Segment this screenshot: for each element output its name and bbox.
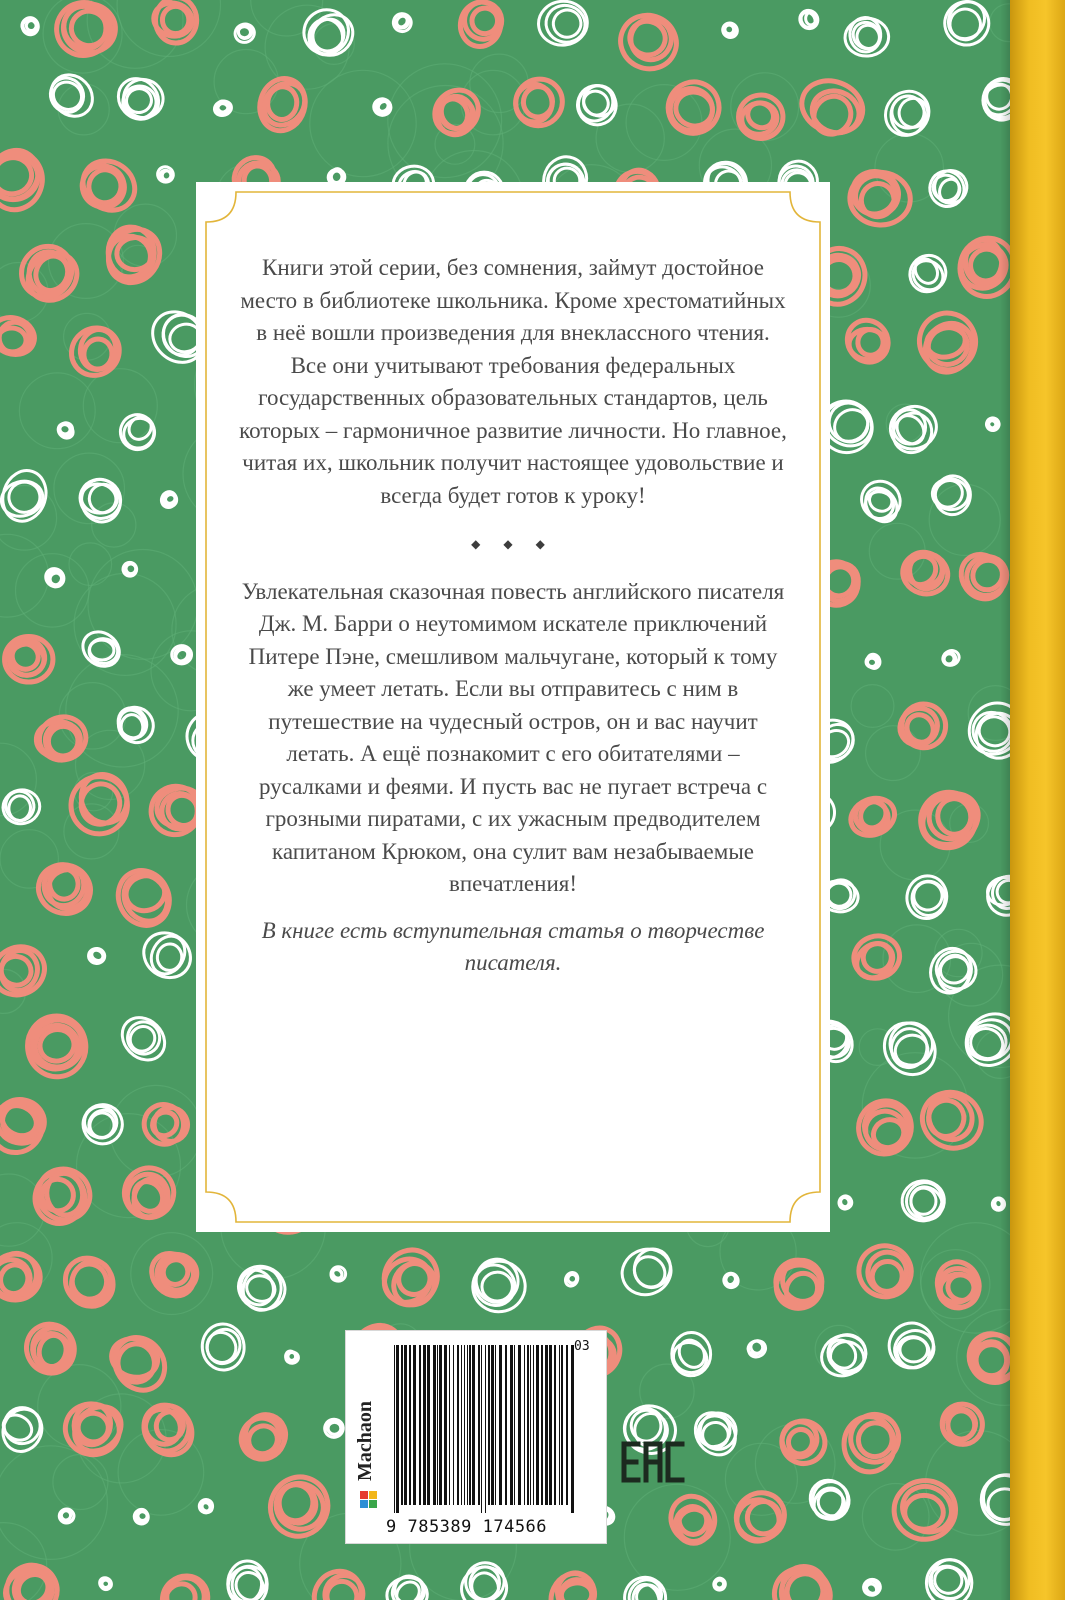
- white-circle: [222, 1560, 272, 1600]
- barcode-bar: [530, 1345, 531, 1505]
- coral-circle: [544, 1567, 600, 1600]
- coral-circle: [105, 1328, 175, 1400]
- background-swirl: [851, 685, 894, 728]
- barcode-bar: [536, 1345, 539, 1505]
- barcode-bar: [467, 1345, 468, 1505]
- coral-circle: [29, 1160, 99, 1230]
- barcode-bar: [461, 1345, 462, 1505]
- barcode-bar: [413, 1345, 416, 1505]
- background-swirl: [53, 1455, 108, 1510]
- background-swirl: [0, 534, 49, 617]
- white-circle: [155, 164, 176, 185]
- coral-circle: [59, 1397, 130, 1461]
- white-circle: [720, 20, 741, 41]
- white-circle: [76, 625, 126, 673]
- barcode-bar: [444, 1345, 447, 1505]
- white-circle: [329, 1266, 346, 1282]
- barcode-bar: [478, 1345, 480, 1505]
- barcode-bar: [472, 1345, 475, 1505]
- white-circle: [745, 1338, 768, 1361]
- white-circle: [285, 1350, 299, 1364]
- barcode-bar: [394, 1345, 395, 1513]
- coral-circle: [842, 1406, 908, 1473]
- barcode-bar: [409, 1345, 411, 1505]
- barcode-bar: [464, 1345, 465, 1505]
- coral-circle: [612, 6, 685, 77]
- coral-circle: [848, 930, 905, 985]
- barcode-bar: [439, 1345, 442, 1505]
- coral-circle: [261, 1468, 338, 1546]
- white-circle: [563, 1270, 580, 1288]
- coral-circle: [0, 1557, 65, 1600]
- white-circle: [466, 1256, 528, 1315]
- white-circle: [854, 473, 908, 527]
- coral-circle: [35, 712, 91, 765]
- barcode-suffix: 03: [574, 1339, 590, 1354]
- white-circle: [200, 1322, 246, 1372]
- white-circle: [97, 1575, 114, 1592]
- white-circle: [197, 1497, 216, 1516]
- white-circle: [323, 1417, 346, 1439]
- white-circle: [940, 648, 961, 668]
- barcode-bars: [394, 1345, 594, 1513]
- barcode-bar: [571, 1345, 574, 1513]
- coral-circle: [0, 1246, 44, 1305]
- publisher-logo: [346, 1331, 390, 1543]
- series-description: Книги этой серии, без сомнения, займут достойное место в библиотеке школьника. Кроме хрестоматийных в неё вошли произведения для внеклассного чтения. Все они учитывают требования федеральных государственных образовательных стандартов, цель которых – гармоничное развитие личности. Но главное, читая их, школьник получит настоящее удовольствие и всегда будет готов к уроку!: [239, 255, 787, 508]
- barcode-bar: [488, 1345, 490, 1505]
- barcode-bar: [561, 1345, 563, 1505]
- intro-note: В книге есть вступительная статья о творчестве писателя.: [261, 917, 765, 975]
- coral-circle: [153, 1567, 217, 1600]
- barcode-bar: [423, 1345, 426, 1505]
- background-swirl: [16, 554, 89, 627]
- white-circle: [617, 1570, 673, 1600]
- coral-circle: [235, 1409, 292, 1466]
- white-circle: [722, 1271, 741, 1289]
- white-circle: [796, 7, 821, 33]
- coral-circle: [426, 81, 487, 143]
- white-circle: [803, 1473, 856, 1526]
- barcode-bar: [419, 1345, 421, 1505]
- barcode-bar: [545, 1345, 548, 1505]
- coral-circle: [839, 312, 896, 370]
- barcode-bar: [495, 1345, 496, 1505]
- coral-circle: [0, 1091, 53, 1163]
- coral-circle: [660, 73, 728, 141]
- white-circle: [837, 1194, 853, 1211]
- white-circle: [213, 99, 234, 118]
- white-circle: [456, 1555, 511, 1600]
- barcode-bar: [453, 1345, 454, 1505]
- barcode-bar: [491, 1345, 494, 1505]
- barcode-label: [345, 1330, 607, 1544]
- coral-circle: [56, 1248, 123, 1316]
- barcode-bar: [401, 1345, 403, 1505]
- coral-circle: [11, 236, 86, 310]
- blurb-panel: [196, 182, 830, 1232]
- white-circle: [116, 411, 160, 454]
- coral-circle: [768, 1558, 837, 1600]
- barcode-bar: [449, 1345, 450, 1505]
- coral-circle: [32, 858, 97, 921]
- barcode-bar: [469, 1345, 471, 1505]
- white-circle: [88, 948, 106, 965]
- coral-circle: [772, 1256, 827, 1313]
- white-circle: [55, 420, 76, 441]
- book-spine: [1010, 0, 1065, 1600]
- isbn-number: 9 785389 174566: [386, 1517, 548, 1537]
- white-circle: [862, 1577, 883, 1597]
- coral-circle: [73, 151, 144, 220]
- white-circle: [984, 416, 1001, 433]
- barcode-bar: [499, 1345, 502, 1505]
- blurb-text: [236, 252, 790, 980]
- white-circle: [232, 21, 257, 45]
- coral-circle: [0, 141, 50, 217]
- coral-circle: [846, 165, 912, 227]
- white-circle: [536, 0, 589, 48]
- coral-circle: [898, 548, 953, 599]
- barcode-bar: [527, 1345, 529, 1505]
- white-circle: [385, 1570, 429, 1600]
- white-circle: [159, 490, 179, 510]
- background-swirl: [88, 550, 198, 660]
- coral-circle: [930, 1255, 985, 1315]
- coral-circle: [143, 1245, 203, 1305]
- white-circle: [111, 700, 160, 750]
- white-circle: [74, 473, 128, 526]
- barcode-bar: [549, 1345, 552, 1505]
- barcode-bar: [427, 1345, 430, 1505]
- eac-certification-icon: [620, 1440, 690, 1484]
- white-circle: [390, 11, 414, 35]
- barcode-bar: [518, 1345, 521, 1505]
- coral-circle: [775, 1414, 833, 1471]
- coral-circle: [109, 862, 179, 934]
- publisher-mark-icon: [360, 1491, 378, 1509]
- coral-circle: [52, 0, 118, 60]
- coral-circle: [0, 938, 53, 1003]
- white-circle: [372, 96, 393, 117]
- barcode-bar: [485, 1345, 486, 1513]
- ornament-divider: ◆ ◆ ◆: [471, 537, 555, 551]
- white-circle: [669, 1332, 711, 1377]
- white-circle: [59, 1508, 76, 1524]
- barcode-bar: [481, 1345, 482, 1513]
- coral-circle: [892, 1478, 959, 1542]
- white-circle: [19, 16, 39, 36]
- coral-circle: [0, 312, 40, 361]
- background-swirl: [131, 1233, 213, 1315]
- coral-circle: [305, 1562, 371, 1600]
- white-circle: [924, 943, 981, 999]
- white-circle: [899, 1175, 949, 1225]
- white-circle: [925, 1558, 972, 1600]
- publisher-name: Machaon: [354, 1401, 376, 1481]
- barcode-bar: [396, 1345, 399, 1513]
- white-circle: [615, 1242, 678, 1302]
- coral-circle: [736, 93, 785, 141]
- coral-circle: [62, 318, 129, 385]
- coral-circle: [893, 695, 955, 756]
- coral-circle: [253, 73, 313, 137]
- white-circle: [881, 1315, 941, 1375]
- background-swirl: [866, 726, 921, 781]
- white-circle: [571, 79, 622, 131]
- coral-circle: [70, 767, 135, 835]
- barcode-bar: [514, 1345, 515, 1505]
- coral-circle: [98, 219, 170, 293]
- white-circle: [925, 166, 971, 211]
- coral-circle: [910, 782, 988, 859]
- coral-circle: [845, 792, 900, 842]
- coral-circle: [24, 1013, 89, 1080]
- white-circle: [930, 474, 973, 517]
- barcode-bar: [457, 1345, 459, 1505]
- white-circle: [712, 1576, 728, 1592]
- white-circle: [877, 83, 938, 145]
- white-circle: [0, 465, 52, 527]
- background-swirl: [0, 1446, 107, 1560]
- barcode-bar: [533, 1345, 534, 1505]
- background-swirl: [626, 85, 702, 161]
- coral-circle: [852, 1239, 918, 1304]
- white-circle: [903, 248, 954, 299]
- white-circle: [815, 1328, 872, 1382]
- white-circle: [885, 401, 941, 460]
- white-circle: [874, 1013, 946, 1085]
- background-swirl: [310, 70, 416, 176]
- white-circle: [132, 1507, 151, 1527]
- coral-circle: [795, 73, 870, 142]
- coral-circle: [18, 1316, 83, 1382]
- barcode-bar: [433, 1345, 436, 1505]
- barcode-bar: [554, 1345, 556, 1505]
- barcode-bar: [541, 1345, 543, 1505]
- coral-circle: [3, 634, 53, 682]
- barcode-bar: [404, 1345, 407, 1505]
- coral-circle: [151, 0, 198, 44]
- coral-circle: [913, 1083, 991, 1158]
- coral-circle: [375, 1241, 447, 1314]
- coral-circle: [727, 1484, 793, 1550]
- white-circle: [844, 17, 890, 58]
- barcode-bar: [505, 1345, 507, 1505]
- white-circle: [110, 70, 168, 127]
- white-circle: [42, 565, 68, 591]
- white-circle: [78, 1099, 128, 1149]
- coral-circle: [848, 1090, 922, 1164]
- coral-circle: [137, 1097, 194, 1152]
- white-circle: [0, 1403, 48, 1457]
- coral-circle: [663, 1489, 723, 1550]
- coral-circle: [910, 303, 986, 381]
- white-circle: [135, 924, 199, 987]
- white-circle: [114, 1009, 174, 1069]
- white-circle: [121, 561, 138, 578]
- white-circle: [864, 653, 882, 671]
- white-circle: [172, 645, 192, 664]
- barcode-bar: [566, 1345, 568, 1505]
- book-description: Увлекательная сказочная повесть английского писателя Дж. М. Барри о неутомимом искателе приключений Питере Пэне, смешливом мальчугане, который к тому же умеет летать. Если вы отправитесь с ним в путешествие на чудесный остров, он и вас научит летать. А ещё познакомит с его обитателями – русалками и феями. И пусть вас не пугает встреча с грозными пиратами, с их ужасным предводителем капитаном Крюком, она сулит вам незабываемые впечатления!: [241, 578, 785, 896]
- barcode-bar: [559, 1345, 560, 1505]
- white-circle: [0, 787, 43, 828]
- barcode-bar: [524, 1345, 525, 1505]
- coral-circle: [456, 0, 509, 50]
- white-circle: [43, 66, 101, 124]
- white-circle: [939, 0, 994, 50]
- barcode-bar: [437, 1345, 438, 1505]
- background-swirl: [929, 484, 1000, 555]
- barcode-bar: [510, 1345, 513, 1505]
